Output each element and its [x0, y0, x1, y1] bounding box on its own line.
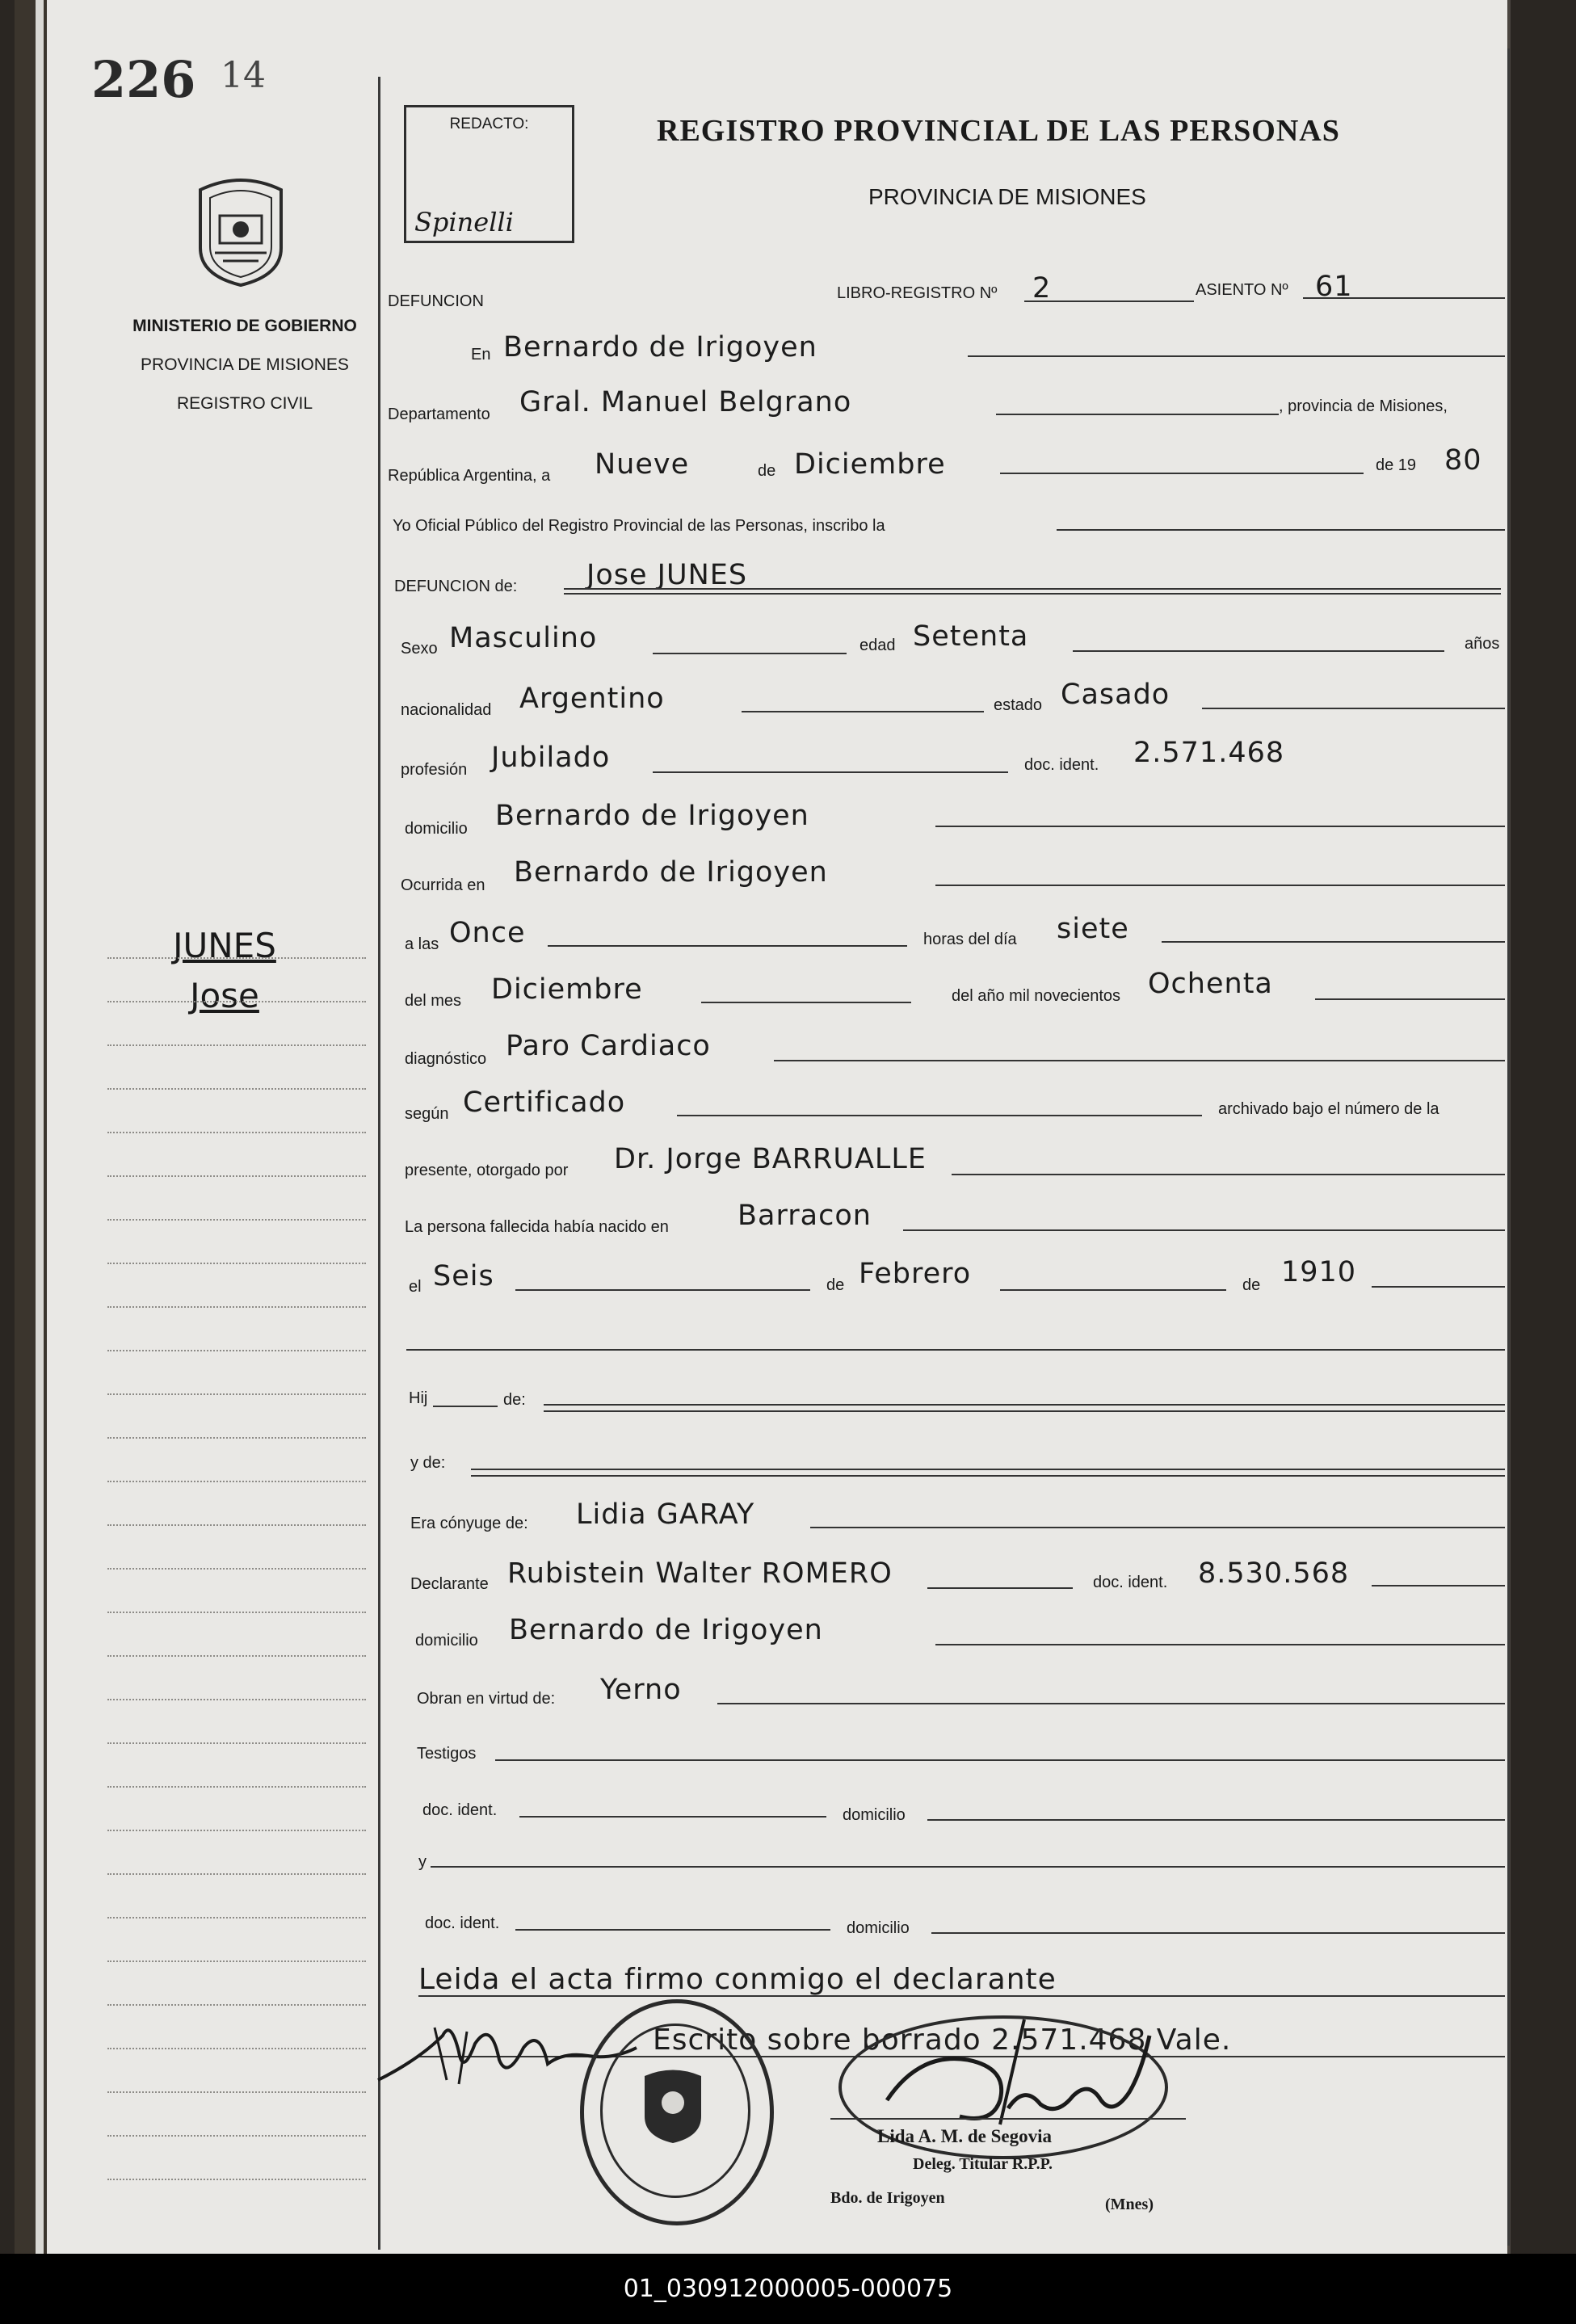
provincia-label: , provincia de Misiones,: [1279, 397, 1448, 415]
domicilio3-label: domicilio: [843, 1806, 906, 1824]
nacido-label: La persona fallecida había nacido en: [405, 1218, 669, 1236]
margin-rule: [107, 1917, 366, 1918]
margin-rule: [107, 1873, 366, 1875]
registrar-place: Bdo. de Irigoyen: [830, 2189, 945, 2207]
yde-line: [471, 1469, 1505, 1470]
presente-value: Dr. Jorge BARRUALLE: [614, 1143, 927, 1175]
profesion-label: profesión: [401, 761, 468, 779]
estado-value: Casado: [1061, 679, 1170, 711]
departamento-line: [996, 414, 1279, 415]
nacido-line: [903, 1229, 1505, 1231]
margin-firstname: Jose: [190, 976, 259, 1015]
nacido-value: Barracon: [738, 1200, 872, 1232]
margin-rule: [107, 1742, 366, 1744]
presente-line: [952, 1174, 1505, 1175]
anios-label: años: [1465, 635, 1500, 653]
domicilio3-line: [927, 1819, 1505, 1821]
doc2-label: doc. ident.: [1093, 1574, 1168, 1591]
asiento-line: [1303, 297, 1505, 299]
testigos-label: Testigos: [417, 1745, 477, 1763]
estado-line: [1202, 708, 1505, 709]
book-binding: [15, 0, 47, 2254]
declarante-line: [927, 1587, 1073, 1589]
right-border-line: [1507, 48, 1510, 2246]
ministry-registry: REGISTRO CIVIL: [176, 394, 313, 413]
margin-rule: [107, 1568, 366, 1570]
anio-value: 80: [1444, 444, 1482, 477]
doc3-line: [519, 1816, 826, 1818]
doc4-label: doc. ident.: [425, 1914, 500, 1932]
redacto-label: REDACTO:: [449, 116, 529, 132]
profesion-line: [653, 771, 1008, 773]
margin-rule: [107, 1437, 366, 1439]
el-value: Seis: [433, 1260, 494, 1292]
diagnostico-value: Paro Cardiaco: [506, 1030, 711, 1062]
margin-name: [152, 921, 297, 1021]
margin-rule: [107, 1393, 366, 1395]
asiento-value: 61: [1315, 271, 1353, 303]
hij-de-line-2: [544, 1410, 1505, 1412]
mes-value: Diciembre: [794, 448, 946, 481]
ministry-name: MINISTERIO DE GOBIERNO: [132, 317, 357, 335]
hij-line: [433, 1406, 498, 1407]
closing-line-1-rule: [418, 1995, 1505, 1997]
delmes-label: del mes: [405, 992, 462, 1010]
el-line: [515, 1289, 810, 1291]
margin-rule: [107, 1306, 366, 1308]
defuncion-de-line: [564, 588, 1501, 590]
provincial-emblem-icon: [191, 174, 291, 287]
libro-line: [1024, 300, 1194, 302]
domicilio4-line: [931, 1932, 1505, 1934]
doc-label: doc. ident.: [1024, 756, 1099, 774]
de3-line: [1372, 1286, 1505, 1288]
defuncion-de-value: Jose JUNES: [586, 559, 748, 591]
y-line: [431, 1866, 1505, 1868]
de2-value: Febrero: [859, 1258, 972, 1290]
margin-rule: [107, 1088, 366, 1090]
conyuge-label: Era cónyuge de:: [410, 1515, 528, 1532]
domicilio-label: domicilio: [405, 820, 468, 838]
horas-value: siete: [1057, 913, 1129, 945]
en-value: Bernardo de Irigoyen: [503, 331, 817, 364]
sexo-value: Masculino: [449, 622, 598, 654]
sexo-label: Sexo: [401, 640, 438, 658]
de2-line: [1000, 1289, 1226, 1291]
margin-rule: [107, 1263, 366, 1264]
margin-rule: [107, 1830, 366, 1831]
dia-value: Nueve: [595, 448, 690, 481]
folio-sub: 14: [221, 55, 266, 96]
margin-rule: [107, 2048, 366, 2049]
margin-rule: [107, 1219, 366, 1221]
doc2-value: 8.530.568: [1198, 1557, 1350, 1590]
doc-value: 2.571.468: [1133, 737, 1285, 769]
conyuge-line: [810, 1527, 1505, 1528]
nacionalidad-label: nacionalidad: [401, 701, 492, 719]
delmes-line: [701, 1002, 911, 1003]
doc2-line: [1372, 1585, 1505, 1586]
image-caption: 01_030912000005-000075: [0, 2254, 1576, 2324]
ocurrida-value: Bernardo de Irigoyen: [514, 856, 828, 889]
de2-label: de: [826, 1276, 845, 1294]
archivado-label: archivado bajo el número de la: [1218, 1100, 1439, 1118]
margin-rule: [107, 1524, 366, 1526]
domicilio2-line: [935, 1644, 1505, 1645]
sexo-line: [653, 653, 847, 654]
ministry-block: [111, 307, 378, 423]
defuncion-de-line-2: [564, 593, 1501, 595]
closing-line-2: Escrito sobre borrado 2.571.468 Vale.: [653, 2024, 1232, 2057]
yde-label: y de:: [410, 1454, 446, 1472]
registry-title: REGISTRO PROVINCIAL DE LAS PERSONAS: [657, 114, 1340, 148]
estado-label: estado: [994, 696, 1043, 714]
republica-label: República Argentina, a: [388, 467, 551, 485]
horas-label: horas del día: [923, 931, 1017, 948]
anio-mil-value: Ochenta: [1148, 968, 1273, 1000]
anio-mil-line: [1315, 998, 1505, 1000]
margin-rule: [107, 1655, 366, 1657]
margin-rule: [107, 1481, 366, 1482]
doc4-line: [515, 1929, 830, 1931]
margin-rule: [107, 1175, 366, 1177]
registrar-province: (Mnes): [1105, 2196, 1154, 2213]
registrar-name: Lida A. M. de Segovia: [877, 2126, 1052, 2146]
margin-rule: [107, 2091, 366, 2093]
margin-rule: [107, 2179, 366, 2180]
domicilio-value: Bernardo de Irigoyen: [495, 800, 809, 832]
delmes-value: Diciembre: [491, 973, 643, 1006]
profesion-value: Jubilado: [491, 742, 611, 774]
segun-label: según: [405, 1105, 449, 1123]
margin-rule: [107, 1350, 366, 1351]
edad-line: [1073, 650, 1444, 652]
yde-line-2: [471, 1475, 1505, 1477]
registry-subtitle: PROVINCIA DE MISIONES: [868, 184, 1146, 209]
nacionalidad-value: Argentino: [519, 683, 665, 715]
asiento-label: ASIENTO Nº: [1196, 281, 1288, 299]
margin-rule: [107, 2004, 366, 2006]
domicilio2-value: Bernardo de Irigoyen: [509, 1614, 823, 1646]
oficial-line: [1057, 529, 1505, 531]
margin-rule: [107, 1044, 366, 1046]
margin-surname: JUNES: [173, 926, 276, 965]
margin-rule: [107, 1786, 366, 1788]
alas-value: Once: [449, 917, 526, 949]
conyuge-value: Lidia GARAY: [576, 1498, 755, 1531]
de3-label: de: [1242, 1276, 1261, 1294]
obran-line: [717, 1703, 1505, 1704]
segun-value: Certificado: [463, 1086, 626, 1119]
declarante-label: Declarante: [410, 1575, 489, 1593]
libro-label: LIBRO-REGISTRO Nº: [837, 284, 998, 302]
libro-value: 2: [1032, 272, 1052, 305]
folio-number: 226: [91, 50, 196, 109]
obran-value: Yerno: [600, 1674, 682, 1706]
hij-de-label: de:: [503, 1391, 526, 1409]
redacto-value: Spinelli: [414, 207, 514, 237]
hij-label: Hij: [409, 1389, 428, 1407]
margin-rule: [107, 1612, 366, 1613]
el-label: el: [409, 1278, 422, 1296]
de-label: de: [758, 462, 776, 480]
domicilio4-label: domicilio: [847, 1919, 910, 1937]
anio-mil-label: del año mil novecientos: [952, 987, 1121, 1005]
nacionalidad-line: [742, 711, 984, 712]
en-line: [968, 355, 1505, 357]
departamento-value: Gral. Manuel Belgrano: [519, 386, 852, 418]
presente-label: presente, otorgado por: [405, 1162, 569, 1179]
left-border-line: [378, 77, 380, 2250]
diagnostico-label: diagnóstico: [405, 1050, 487, 1068]
obran-label: Obran en virtud de:: [417, 1690, 556, 1708]
margin-rule: [107, 2135, 366, 2137]
horas-line: [1162, 941, 1505, 943]
oficial-label: Yo Oficial Público del Registro Provincial de las Personas, inscribo la: [393, 517, 885, 535]
edad-value: Setenta: [913, 620, 1029, 653]
de19-label: de 19: [1376, 456, 1417, 474]
testigos-line: [495, 1759, 1505, 1761]
signature-line: [830, 2118, 1186, 2120]
blank-line: [406, 1349, 1505, 1351]
registrar-role: Deleg. Titular R.P.P.: [913, 2155, 1053, 2173]
margin-rule: [107, 1699, 366, 1700]
margin-rule: [107, 1132, 366, 1133]
defuncion-de-label: DEFUNCION de:: [394, 578, 518, 595]
closing-line-1: Leida el acta firmo conmigo el declarante: [418, 1963, 1057, 1996]
register-page: [15, 0, 1511, 2254]
declarante-value: Rubistein Walter ROMERO: [507, 1557, 893, 1590]
alas-label: a las: [405, 935, 439, 953]
edad-label: edad: [859, 637, 896, 654]
ocurrida-line: [935, 885, 1505, 886]
margin-rule: [107, 1001, 366, 1002]
ministry-province: PROVINCIA DE MISIONES: [141, 355, 349, 374]
departamento-label: Departamento: [388, 406, 490, 423]
domicilio2-label: domicilio: [415, 1632, 478, 1649]
segun-line: [677, 1115, 1202, 1116]
doc3-label: doc. ident.: [422, 1801, 498, 1819]
margin-rule: [107, 1960, 366, 1962]
en-label: En: [471, 346, 491, 364]
ocurrida-label: Ocurrida en: [401, 876, 485, 894]
mes-line: [1000, 473, 1364, 474]
alas-line: [548, 945, 907, 947]
de3-value: 1910: [1281, 1256, 1357, 1288]
diagnostico-line: [774, 1060, 1505, 1061]
y-label: y: [418, 1853, 427, 1871]
margin-rule: [107, 957, 366, 959]
seal-emblem-icon: [637, 2064, 709, 2145]
domicilio-line: [935, 826, 1505, 827]
hij-de-line: [544, 1404, 1505, 1406]
redacto-box: [404, 105, 574, 243]
defuncion-label: DEFUNCION: [388, 292, 484, 310]
